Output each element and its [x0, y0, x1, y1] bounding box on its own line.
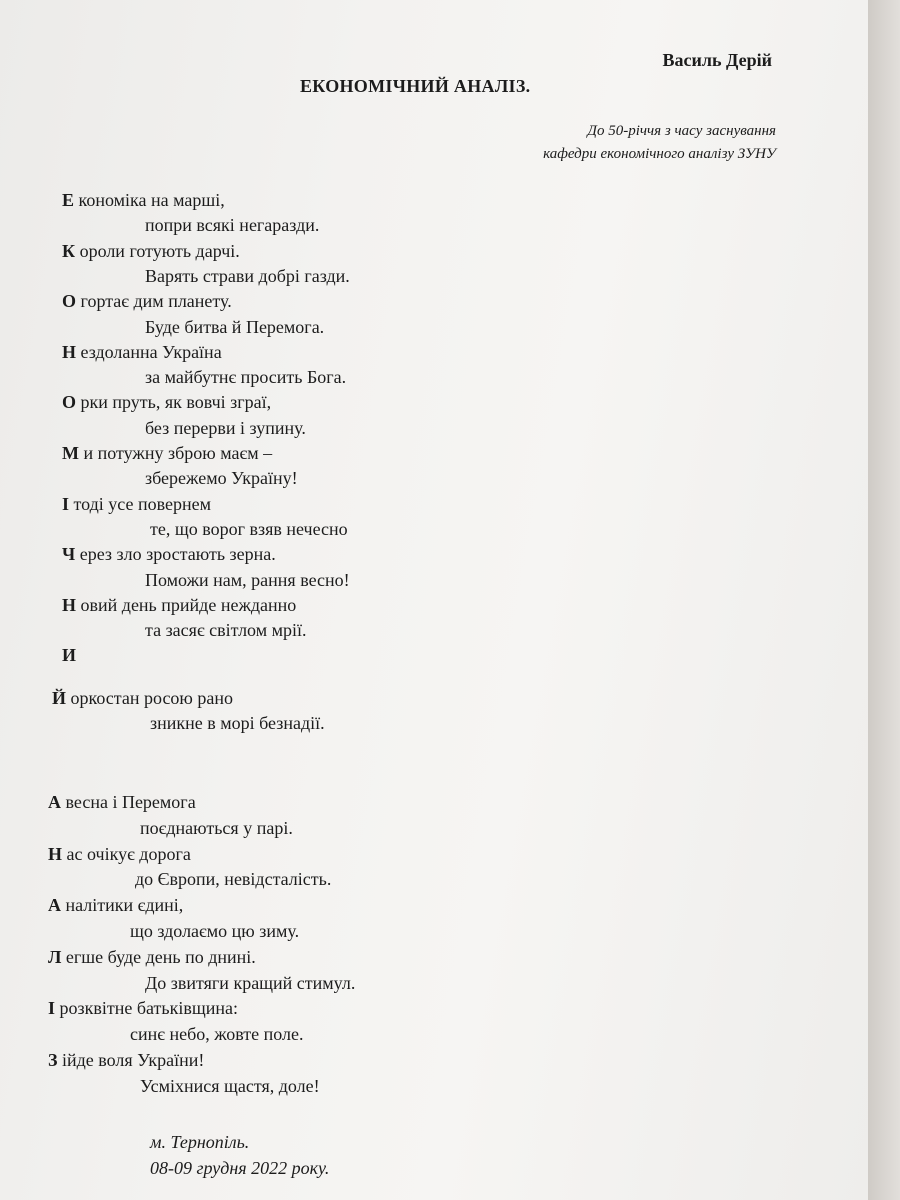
poem-line-text: розквітне батьківщина: — [55, 998, 238, 1019]
poem-line-text: зникне в морі безнадії. — [150, 713, 325, 734]
dedication-line: До 50-річчя з часу заснування — [587, 123, 776, 139]
poem-line — [62, 492, 211, 516]
poem-line-text: те, що ворог взяв нечесно — [150, 518, 348, 539]
poem-line-text: кономіка на марші, — [74, 190, 225, 210]
poem-line-text: ерез зло зростають зерна. — [75, 544, 276, 565]
poem-line — [48, 893, 183, 917]
poem-line-text: за майбутнє просить Бога. — [145, 367, 347, 388]
poem-line — [62, 542, 276, 566]
author-name: Василь Дерій — [662, 50, 772, 70]
poem-line-text: без перерви і зупину. — [145, 417, 306, 438]
acrostic-letter: О — [62, 291, 77, 312]
acrostic-letter: Й — [52, 688, 67, 708]
poem-line-text: налітики єдині, — [61, 895, 184, 916]
acrostic-letter: З — [48, 1050, 58, 1070]
acrostic-letter: О — [62, 392, 77, 413]
poem-line — [145, 466, 298, 490]
poem-line-text: тоді усе повернем — [69, 493, 212, 514]
poem-line — [62, 340, 222, 364]
poem-line — [62, 643, 76, 667]
poem-line-text: рки пруть, як вовчі зграї, — [76, 392, 272, 413]
acrostic-letter: И — [62, 645, 77, 666]
poem-line — [130, 919, 299, 943]
poem-line-text: синє небо, жовте поле. — [130, 1024, 304, 1045]
acrostic-letter: А — [48, 895, 61, 916]
poem-line — [145, 315, 324, 339]
acrostic-letter: І — [48, 998, 56, 1019]
poem-line-text: овий день прийде нежданно — [76, 594, 297, 615]
poem-line-text: Усміхнися щастя, доле! — [140, 1075, 320, 1096]
poem-line — [150, 517, 348, 541]
acrostic-letter: Н — [62, 594, 77, 615]
poem-line-text: егше буде день по днині. — [61, 946, 256, 967]
poem-line — [145, 971, 355, 995]
poem-line — [48, 790, 196, 814]
acrostic-letter: Л — [48, 946, 62, 967]
poem-line-text: До звитяги кращий стимул. — [145, 972, 356, 993]
poem-line-text: Поможи нам, рання весно! — [145, 569, 350, 590]
poem-line — [48, 945, 256, 969]
signature-date: 08-09 грудня 2022 року. — [150, 1158, 330, 1178]
poem-line-text: гортає дим планету. — [76, 291, 232, 312]
poem-line — [145, 416, 306, 440]
dedication — [543, 120, 776, 166]
poem-line — [130, 1022, 304, 1046]
paper-edge — [868, 0, 900, 1200]
poem-line-text: Буде битва й Перемога. — [145, 316, 325, 337]
acrostic-letter: К — [62, 240, 76, 261]
acrostic-letter: А — [48, 792, 61, 812]
acrostic-letter: М — [62, 443, 79, 463]
poem-line-text: поєднаються у парі. — [140, 817, 293, 838]
poem-line — [135, 867, 331, 891]
dedication-line: кафедри економічного аналізу ЗУНУ — [543, 146, 776, 162]
poem-line-text: ездоланна Україна — [76, 341, 222, 362]
acrostic-letter: І — [62, 493, 70, 514]
poem-title: ЕКОНОМІЧНИЙ АНАЛІЗ. — [300, 76, 531, 96]
poem-line — [52, 686, 233, 710]
poem-line — [145, 618, 307, 642]
poem-line-text: оркостан росою рано — [66, 688, 233, 708]
poem-line — [145, 568, 350, 592]
poem-line — [150, 711, 325, 735]
poem-line-text: ас очікує дорога — [62, 843, 191, 864]
acrostic-letter: Е — [62, 190, 75, 210]
poem-line — [145, 213, 319, 237]
acrostic-letter: Ч — [62, 544, 76, 565]
poem-line-text: попри всякі негаразди. — [145, 215, 320, 236]
poem-line — [62, 289, 232, 313]
poem-line — [62, 593, 296, 617]
poem-line-text: и потужну зброю маєм – — [79, 443, 273, 463]
poem-line-text: до Європи, невідсталість. — [135, 869, 332, 890]
poem-line-text: ороли готують дарчі. — [75, 240, 240, 261]
poem-line — [62, 239, 240, 263]
signature-place: м. Тернопіль. — [150, 1132, 250, 1152]
poem-line — [145, 365, 346, 389]
poem-line — [140, 1074, 320, 1098]
poem-line-text: Варять страви добрі газди. — [145, 265, 350, 286]
poem-line — [140, 816, 293, 840]
poem-line-text: що здолаємо цю зиму. — [130, 921, 300, 941]
poem-line — [62, 441, 272, 465]
poem-line-text: збережемо Україну! — [145, 468, 298, 489]
poem-line — [145, 264, 350, 288]
poem-line — [62, 390, 271, 414]
poem-line-text: ійде воля України! — [57, 1050, 205, 1070]
poem-line — [62, 188, 225, 212]
poem-line-text: та засяє світлом мрії. — [145, 620, 307, 641]
acrostic-letter: Н — [48, 843, 63, 864]
acrostic-letter: Н — [62, 341, 77, 362]
poem-line — [48, 996, 238, 1020]
poem-line-text: весна і Перемога — [61, 792, 196, 812]
poem-line — [48, 842, 191, 866]
poem-line — [48, 1048, 204, 1072]
